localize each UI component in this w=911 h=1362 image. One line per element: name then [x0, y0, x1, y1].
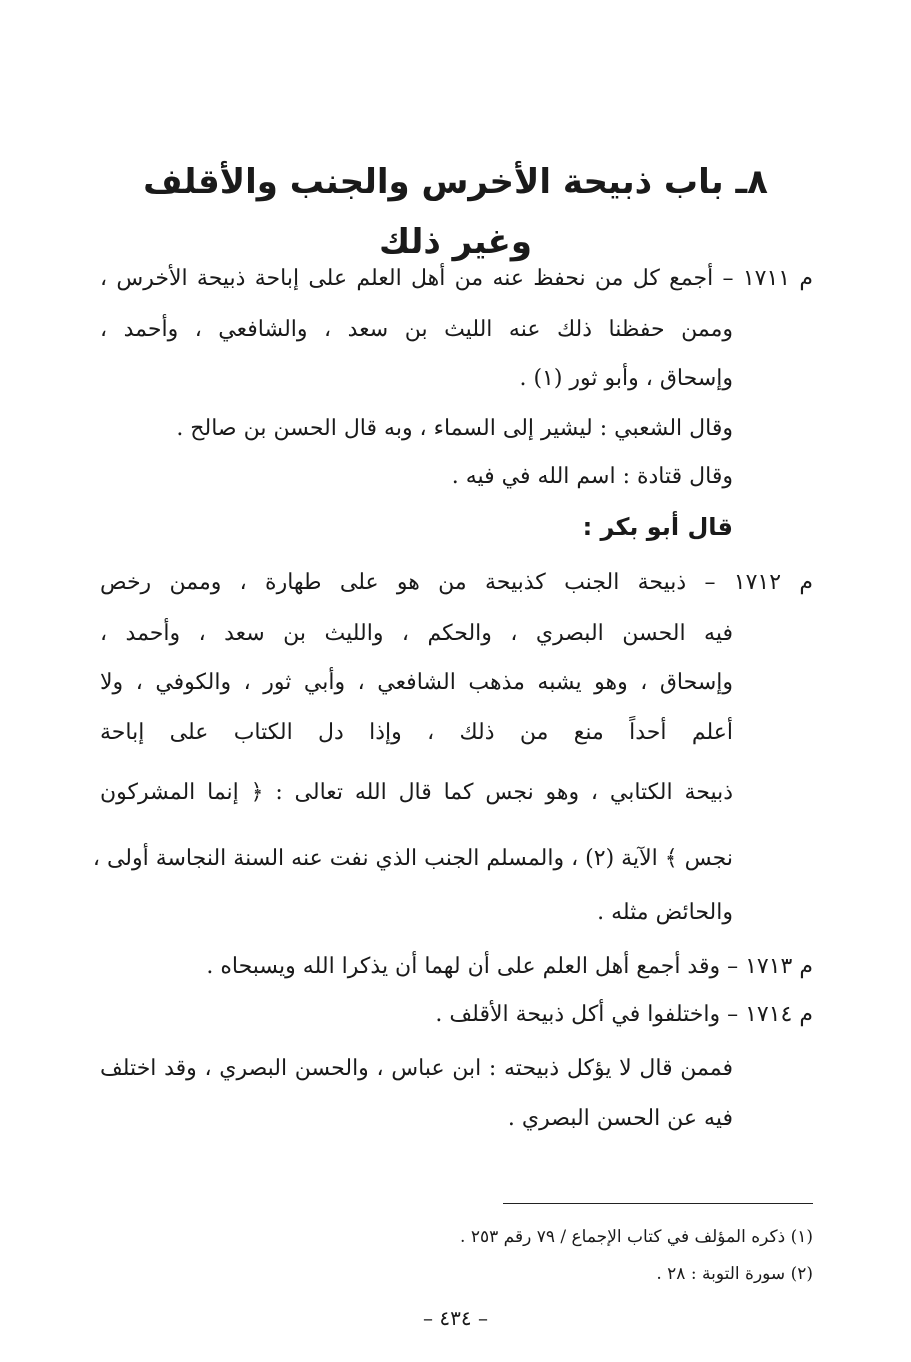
chapter-title: ٨ـ باب ذبيحة الأخرس والجنب والأقلف وغير ذلك	[143, 162, 768, 262]
paragraph-line: ذبيحة الكتابي ، وهو نجس كما قال الله تعالى : ﴿ إنما المشركون	[100, 780, 733, 805]
page-number: – ٤٣٤ –	[423, 1306, 488, 1330]
paragraph-line: م ١٧١٢ – ذبيحة الجنب كذبيحة من هو على طهارة ، وممن رخص	[100, 570, 813, 595]
paragraph-line: فيه عن الحسن البصري .	[507, 1106, 733, 1131]
paragraph-line: أعلم أحداً منع من ذلك ، وإذا دل الكتاب على إباحة	[100, 720, 733, 745]
paragraph-line: نجس ﴾ الآية (٢) ، والمسلم الجنب الذي نفت عنه السنة النجاسة أولى ،	[92, 846, 733, 871]
paragraph-line: م ١٧١٣ – وقد أجمع أهل العلم على أن لهما أن يذكرا الله ويسبحاه .	[206, 954, 813, 979]
paragraph-line: فممن قال لا يؤكل ذبيحته : ابن عباس ، والحسن البصري ، وقد اختلف	[100, 1056, 733, 1081]
paragraph-line: وقال قتادة : اسم الله في فيه .	[451, 464, 733, 489]
paragraph-line: م ١٧١١ – أجمع كل من نحفظ عنه من أهل العلم على إباحة ذبيحة الأخرس ،	[100, 266, 813, 291]
footnote-2: (٢) سورة التوبة : ٢٨ .	[656, 1264, 813, 1284]
paragraph-line: م ١٧١٤ – واختلفوا في أكل ذبيحة الأقلف .	[435, 1002, 813, 1027]
footnote-1: (١) ذكره المؤلف في كتاب الإجماع / ٧٩ رقم ٢٥٣ .	[460, 1227, 813, 1247]
paragraph-line: وإسحاق ، وهو يشبه مذهب الشافعي ، وأبي ثور ، والكوفي ، ولا	[100, 670, 733, 695]
paragraph-line: وقال الشعبي : ليشير إلى السماء ، وبه قال الحسن بن صالح .	[176, 416, 733, 441]
paragraph-line: والحائض مثله .	[597, 900, 733, 925]
footnote-separator	[503, 1203, 813, 1204]
paragraph-line: فيه الحسن البصري ، والحكم ، والليث بن سعد ، وأحمد ،	[100, 621, 733, 646]
paragraph-line: وإسحاق ، وأبو ثور (١) .	[519, 366, 733, 391]
abu-bakr-heading: قال أبو بكر :	[582, 513, 733, 541]
paragraph-line: وممن حفظنا ذلك عنه الليث بن سعد ، والشافعي ، وأحمد ،	[100, 317, 733, 342]
